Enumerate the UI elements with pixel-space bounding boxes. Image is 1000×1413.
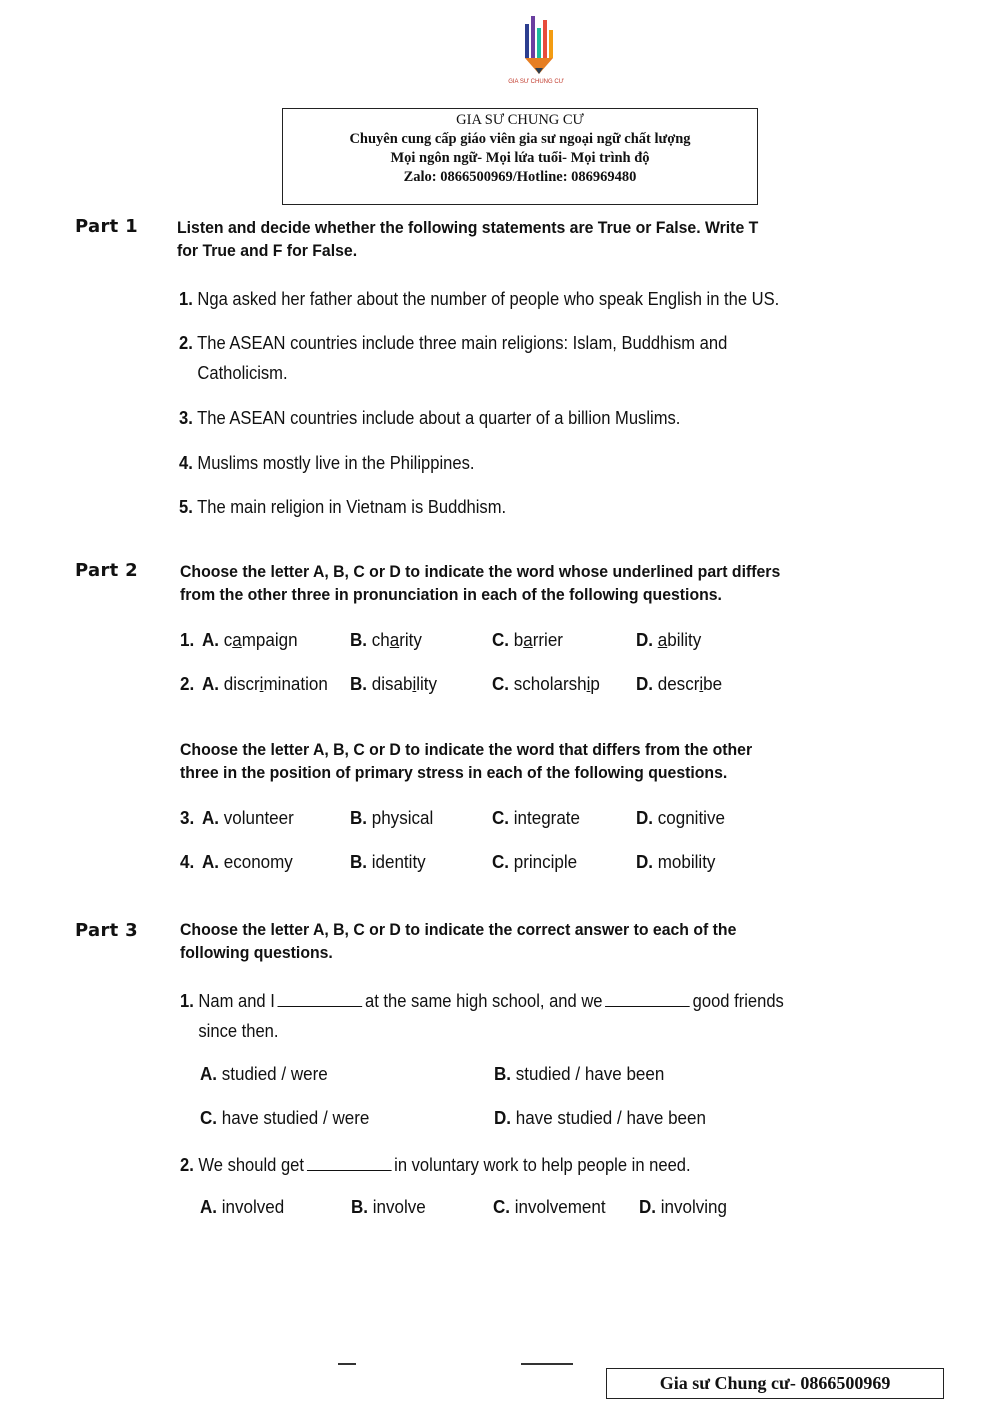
option-letter: C. [492, 673, 510, 694]
option-letter: B. [350, 673, 368, 694]
underlined-part: a [232, 629, 242, 650]
underlined-part: i [412, 673, 417, 694]
question-number: 2. [180, 673, 195, 694]
option-word [658, 807, 725, 828]
word-part: mpaign [241, 629, 298, 650]
option-c[interactable] [492, 673, 600, 695]
header-line-2: Mọi ngôn ngữ- Mọi lứa tuổi- Mọi trình độ [390, 150, 650, 166]
word-part: b [513, 629, 524, 650]
option-letter: B. [350, 807, 368, 828]
question-text: We should get [198, 1155, 304, 1175]
question-continuation: since then. [198, 1021, 279, 1041]
scan-mark [521, 1363, 573, 1365]
header-title: GIA SƯ CHUNG CƯ [456, 112, 584, 128]
option-letter: D. [636, 673, 654, 694]
statement-3 [179, 403, 805, 433]
option-text: have studied / were [221, 1107, 370, 1128]
part-2-instruction-1-line-1: Choose the letter A, B, C or D to indicate the word whose underlined part differs [180, 562, 781, 581]
option-letter: A. [202, 807, 220, 828]
underlined-part: a [657, 629, 668, 650]
underlined-part: i [586, 673, 591, 694]
question-number: 1. [180, 629, 195, 650]
word-part: volunteer [223, 807, 294, 828]
word-part: c [223, 629, 233, 650]
mc-question-2 [180, 1150, 806, 1180]
option-letter: C. [492, 851, 510, 872]
question-number: 2. [180, 1155, 194, 1175]
part-3-instruction [180, 918, 794, 964]
option-letter: D. [636, 807, 654, 828]
option-a[interactable] [202, 673, 328, 695]
part-2-instruction-2-line-1: Choose the letter A, B, C or D to indicate the word that differs from the other [180, 740, 753, 759]
option-b[interactable] [494, 1063, 664, 1085]
option-letter: B. [350, 851, 368, 872]
option-d[interactable] [639, 1196, 727, 1218]
word-part: physical [371, 807, 434, 828]
option-d[interactable] [636, 629, 701, 651]
underlined-part: a [389, 629, 400, 650]
word-part: integrate [513, 807, 580, 828]
word-part: scholarsh [513, 673, 587, 694]
option-word [224, 851, 293, 872]
part-3-instruction-line-1: Choose the letter A, B, C or D to indicate the correct answer to each of the [180, 920, 737, 939]
option-b[interactable] [350, 673, 437, 695]
option-d[interactable] [636, 807, 725, 829]
part-1-label: Part 1 [75, 216, 138, 237]
statement-4 [179, 448, 805, 478]
option-letter: B. [351, 1196, 369, 1217]
option-text: have studied / have been [515, 1107, 706, 1128]
option-a[interactable] [200, 1196, 284, 1218]
word-part: mobility [657, 851, 716, 872]
statement-continuation: Catholicism. [197, 363, 288, 383]
word-part: principle [513, 851, 578, 872]
part-1-instruction-line-2: for True and F for False. [177, 241, 358, 260]
question-text: in voluntary work to help people in need. [394, 1155, 691, 1175]
option-word [372, 673, 437, 694]
option-text: involve [372, 1196, 426, 1217]
option-letter: C. [493, 1196, 511, 1217]
option-text: involving [660, 1196, 727, 1217]
question-text: at the same high school, and we [364, 991, 603, 1011]
word-part: cognitive [657, 807, 725, 828]
option-word [658, 629, 702, 650]
statement-number: 3. [179, 408, 193, 428]
option-word [372, 851, 426, 872]
part-2-label: Part 2 [75, 560, 138, 581]
header-line-1: Chuyên cung cấp giáo viên gia sư ngoại ngữ chất lượng [349, 131, 691, 147]
option-letter: C. [492, 629, 510, 650]
option-text: studied / were [221, 1063, 328, 1084]
footer-box: Gia sư Chung cư- 0866500969 [606, 1368, 944, 1399]
option-b[interactable] [350, 807, 433, 829]
statement-text: The ASEAN countries include three main religions: Islam, Buddhism and [197, 333, 728, 353]
logo-caption: GIA SƯ CHUNG CƯ [508, 79, 564, 85]
option-letter: D. [636, 629, 654, 650]
option-b[interactable] [350, 851, 426, 873]
option-letter: A. [200, 1196, 218, 1217]
part-3-label: Part 3 [75, 920, 138, 941]
scan-mark [338, 1363, 356, 1365]
part-2-instruction-pronunciation [180, 560, 794, 606]
option-letter: C. [492, 807, 510, 828]
option-letter: A. [202, 673, 220, 694]
statement-2 [179, 328, 805, 388]
word-part: rrier [532, 629, 563, 650]
statement-number: 1. [179, 289, 193, 309]
statement-text: The main religion in Vietnam is Buddhism. [197, 497, 507, 517]
option-letter: A. [200, 1063, 218, 1084]
mc-question-1 [180, 986, 806, 1046]
option-text: studied / have been [515, 1063, 665, 1084]
answer-blank[interactable] [278, 992, 363, 1007]
part-1-instruction [177, 216, 791, 262]
part-2-instruction-2-line-2: three in the position of primary stress in each of the following questions. [180, 763, 728, 782]
option-word [514, 851, 577, 872]
option-letter: B. [350, 629, 368, 650]
word-part: be [703, 673, 723, 694]
option-letter: A. [202, 851, 220, 872]
option-word [514, 673, 600, 694]
option-letter: B. [494, 1063, 512, 1084]
option-b[interactable] [350, 629, 422, 651]
word-part: mination [263, 673, 328, 694]
option-b[interactable] [351, 1196, 426, 1218]
statement-number: 5. [179, 497, 193, 517]
word-part: lity [416, 673, 438, 694]
underlined-part: i [699, 673, 704, 694]
option-letter: A. [202, 629, 220, 650]
option-a[interactable] [202, 629, 298, 651]
word-part: discr [223, 673, 260, 694]
part-3-instruction-line-2: following questions. [180, 943, 333, 962]
statement-1 [179, 284, 805, 314]
option-word [224, 629, 298, 650]
logo-pencils-icon [505, 10, 575, 82]
option-d[interactable] [636, 851, 715, 873]
option-letter: D. [639, 1196, 657, 1217]
underlined-part: i [259, 673, 264, 694]
header-box [282, 108, 758, 205]
word-part: rity [399, 629, 422, 650]
answer-blank[interactable] [605, 992, 690, 1007]
option-a[interactable] [202, 851, 293, 873]
underlined-part: a [523, 629, 533, 650]
option-word [658, 673, 722, 694]
word-part: bility [667, 629, 702, 650]
statement-text: Nga asked her father about the number of people who speak English in the US. [197, 289, 780, 309]
logo [505, 10, 575, 90]
part-1-instruction-line-1: Listen and decide whether the following statements are True or False. Write T [177, 218, 759, 237]
question-text: good friends [692, 991, 784, 1011]
statement-text: The ASEAN countries include about a quarter of a billion Muslims. [197, 408, 681, 428]
option-text: involved [221, 1196, 285, 1217]
option-c[interactable] [492, 807, 580, 829]
word-part: descr [657, 673, 700, 694]
header-line-3: Zalo: 0866500969/Hotline: 086969480 [403, 169, 637, 185]
statement-text: Muslims mostly live in the Philippines. [197, 453, 475, 473]
question-number: 1. [180, 991, 194, 1011]
part-2-instruction-1-line-2: from the other three in pronunciation in each of the following questions. [180, 585, 722, 604]
option-letter: D. [636, 851, 654, 872]
option-c[interactable] [493, 1196, 606, 1218]
option-c[interactable] [492, 629, 563, 651]
word-part: ch [371, 629, 390, 650]
option-c[interactable] [200, 1107, 369, 1129]
option-word [514, 629, 563, 650]
option-word [372, 807, 433, 828]
option-word [224, 807, 294, 828]
option-text: involvement [514, 1196, 606, 1217]
question-number: 3. [180, 807, 195, 828]
option-word [372, 629, 422, 650]
word-part: identity [371, 851, 426, 872]
question-text: Nam and I [198, 991, 275, 1011]
part-2-instruction-stress [180, 738, 794, 784]
statement-number: 4. [179, 453, 193, 473]
word-part: economy [223, 851, 293, 872]
option-letter: D. [494, 1107, 512, 1128]
option-c[interactable] [492, 851, 577, 873]
option-letter: C. [200, 1107, 218, 1128]
word-part: p [590, 673, 600, 694]
option-word [658, 851, 716, 872]
word-part: disab [371, 673, 413, 694]
question-number: 4. [180, 851, 195, 872]
option-a[interactable] [202, 807, 294, 829]
option-word [224, 673, 328, 694]
option-d[interactable] [636, 673, 722, 695]
option-a[interactable] [200, 1063, 328, 1085]
answer-blank[interactable] [307, 1156, 392, 1171]
option-word [514, 807, 580, 828]
statement-number: 2. [179, 333, 193, 353]
statement-5 [179, 492, 805, 522]
option-d[interactable] [494, 1107, 706, 1129]
